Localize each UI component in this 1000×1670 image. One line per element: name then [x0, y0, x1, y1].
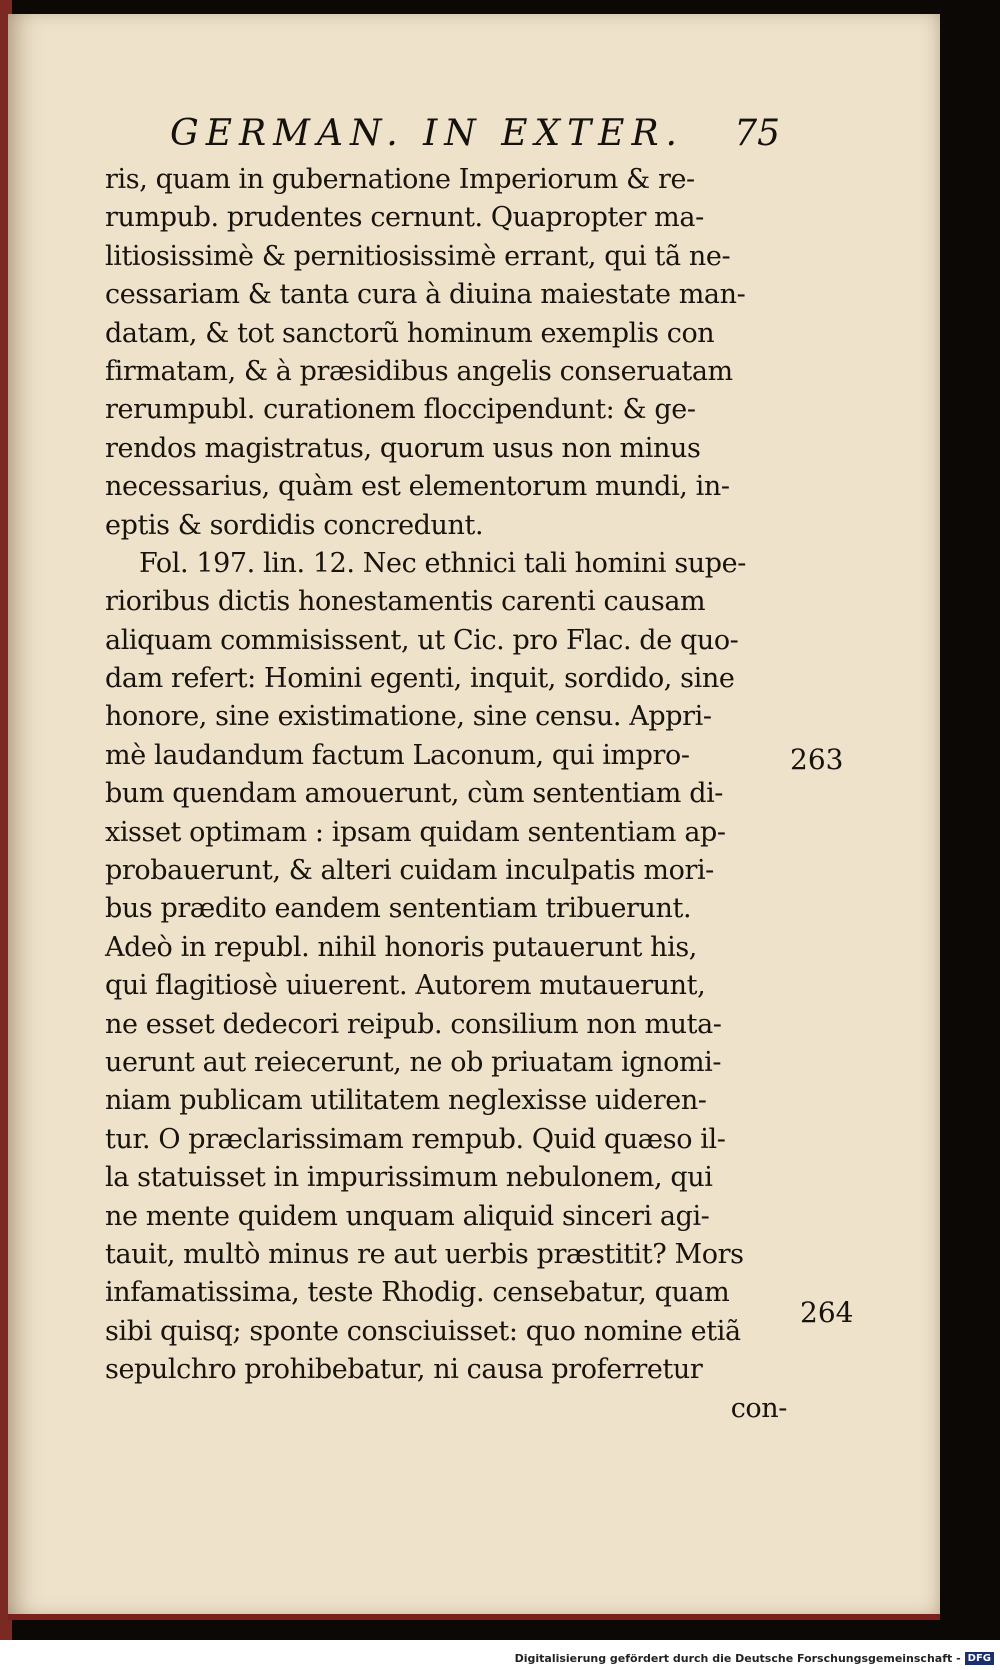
text-line: rumpub. prudentes cernunt. Quapropter ma-	[105, 202, 704, 234]
text-line: niam publicam utilitatem neglexisse uideren-	[105, 1085, 707, 1117]
margin-note: 264	[800, 1296, 854, 1329]
text-line: rerumpubl. curationem floccipendunt: & ge-	[105, 394, 696, 426]
credit-text: Digitalisierung gefördert durch die Deutsche Forschungsgemeinschaft -	[514, 1651, 961, 1665]
text-line: ne esset dedecori reipub. consilium non muta-	[105, 1008, 722, 1040]
text-line: litiosissimè & pernitiosissimè errant, qui tã ne-	[105, 240, 731, 272]
text-line: mè laudandum factum Laconum, qui impro-	[105, 739, 690, 771]
catchword: con-	[730, 1392, 787, 1424]
text-line: uerunt aut reiecerunt, ne ob priuatam ignomi-	[105, 1046, 722, 1078]
text-line: ris, quam in gubernatione Imperiorum & re-	[105, 164, 695, 195]
text-line: Fol. 197. lin. 12. Nec ethnici tali homini supe-	[139, 547, 746, 579]
text-line: Adeò in republ. nihil honoris putauerunt his,	[105, 931, 697, 963]
text-line: cessariam & tanta cura à diuina maiestate man-	[105, 279, 746, 311]
running-header	[170, 108, 780, 158]
text-line: la statuisset in impurissimum nebulonem, qui	[105, 1162, 713, 1194]
text-line: probauerunt, & alteri cuidam inculpatis mori-	[105, 855, 714, 887]
text-line: ne mente quidem unquam aliquid sinceri agi-	[105, 1200, 710, 1232]
text-line: necessarius, quàm est elementorum mundi, in-	[105, 471, 730, 503]
text-line: bus prædito eandem sententiam tribuerunt.	[105, 893, 692, 925]
text-line: infamatissima, teste Rhodig. censebatur, quam	[105, 1277, 730, 1309]
text-line: bum quendam amouerunt, cùm sententiam di-	[105, 778, 724, 810]
text-line: xisset optimam : ipsam quidam sententiam ap-	[105, 816, 726, 848]
text-line: tur. O præclarissimam rempub. Quid quæso il-	[105, 1123, 726, 1155]
text-line: datam, & tot sanctorũ hominum exemplis con	[105, 317, 715, 349]
text-line: honore, sine existimatione, sine censu. Appri-	[105, 701, 712, 733]
text-line: firmatam, & à præsidibus angelis conseruatam	[105, 355, 733, 387]
digitization-credit	[0, 1646, 1000, 1670]
text-line: qui flagitiosè uiuerent. Autorem mutauerunt,	[105, 970, 706, 1002]
text-line: dam refert: Homini egenti, inquit, sordido, sine	[105, 663, 735, 695]
dfg-logo: DFG	[965, 1652, 994, 1665]
text-line: rendos magistratus, quorum usus non minus	[105, 432, 701, 464]
page-number: 75	[734, 112, 780, 154]
text-line: sibi quisq; sponte consciuisset: quo nomine etiã	[105, 1315, 741, 1347]
running-title: GERMAN. IN EXTER.	[170, 112, 684, 154]
text-line: tauit, multò minus re aut uerbis præstitit? Mors	[105, 1238, 744, 1270]
text-line: rioribus dictis honestamentis carenti causam	[105, 586, 706, 618]
margin-note: 263	[790, 743, 844, 776]
body-text	[105, 161, 795, 1428]
text-line: aliquam commisissent, ut Cic. pro Flac. de quo-	[105, 624, 739, 656]
text-line: sepulchro prohibebatur, ni causa proferretur	[105, 1354, 703, 1386]
text-line: eptis & sordidis concredunt.	[105, 509, 484, 541]
